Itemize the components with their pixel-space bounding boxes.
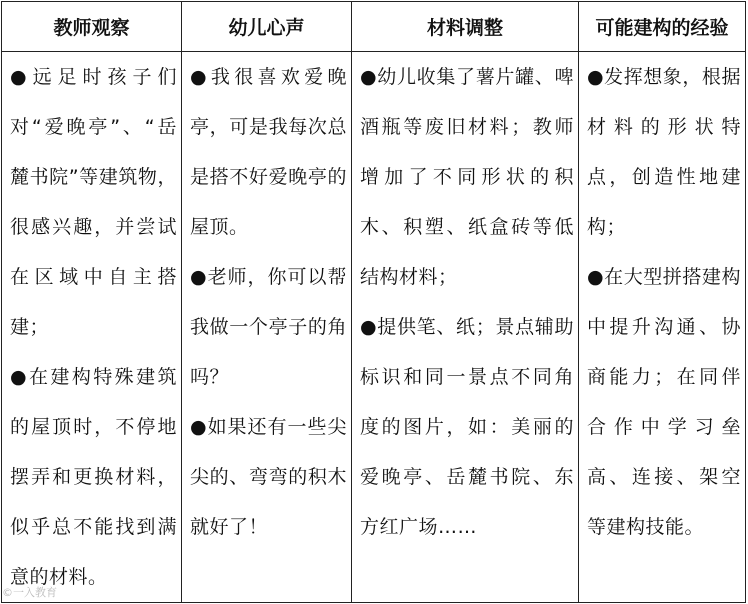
paragraph: ●提供笔、纸；景点辅助标识和同一景点不同角度的图片，如：美丽的爱晚亭、岳麓书院、东方红广场…… [360, 316, 574, 538]
table-header-row [2, 2, 746, 52]
cell-teacher-observation [2, 52, 182, 603]
header-teacher-observation: 教师观察 [2, 2, 182, 52]
header-possible-experience: 可能建构的经验 [579, 2, 746, 52]
cell-child-voice [182, 52, 352, 603]
paragraph: ●发挥想象，根据材料的形状特点，创造性地建构； [587, 66, 741, 238]
cell-possible-experience [579, 52, 746, 603]
header-material-adjustment: 材料调整 [352, 2, 579, 52]
paragraph: ●我很喜欢爱晚亭，可是我每次总是搭不好爱晚亭的屋顶。 [190, 66, 347, 238]
cell-material-adjustment [352, 52, 579, 603]
observation-table [1, 1, 746, 603]
paragraph: ●幼儿收集了薯片罐、啤酒瓶等废旧材料；教师增加了不同形状的积木、积塑、纸盒砖等低结构材料； [360, 66, 574, 288]
paragraph: ●如果还有一些尖尖的、弯弯的积木就好了！ [190, 416, 347, 538]
table-row [2, 52, 746, 603]
paragraph: ●老师，你可以帮我做一个亭子的角吗？ [190, 266, 347, 388]
paragraph: ●在大型拼搭建构中提升沟通、协商能力；在同伴合作中学习垒高、连接、架空等建构技能。 [587, 266, 741, 538]
paragraph: ●在建构特殊建筑的屋顶时，不停地摆弄和更换材料，似乎总不能找到满意的材料。 [10, 366, 177, 588]
paragraph: ●远足时孩子们对“爱晚亭”、“岳麓书院”等建筑物，很感兴趣，并尝试在区域中自主搭建； [10, 66, 177, 338]
watermark: ©一入教育 [2, 586, 57, 599]
header-child-voice: 幼儿心声 [182, 2, 352, 52]
